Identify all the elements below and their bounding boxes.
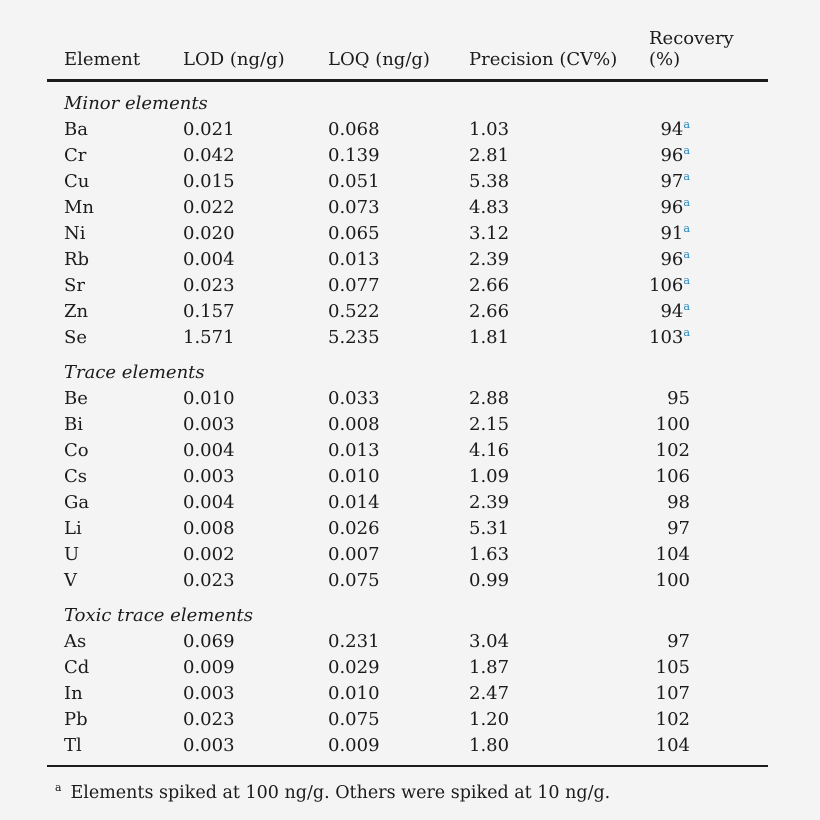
cell-element: Tl [64, 735, 82, 756]
cell-lod: 0.004 [183, 492, 235, 513]
table-row [47, 707, 768, 733]
cell-loq: 0.010 [328, 683, 380, 704]
cell-lod: 0.003 [183, 466, 235, 487]
cell-precision: 5.38 [469, 171, 510, 192]
cell-element: Zn [64, 301, 89, 322]
cell-loq: 0.139 [328, 145, 380, 166]
cell-recovery: 106 [655, 466, 690, 487]
col-header-precision: Precision (CV%) [469, 28, 649, 81]
cell-recovery: 103$^a$ [649, 326, 691, 348]
table-row [47, 247, 768, 273]
cell-element: Ni [64, 223, 86, 244]
cell-loq: 0.009 [328, 735, 380, 756]
cell-recovery: 100 [655, 414, 690, 435]
cell-recovery: 94$^a$ [660, 300, 690, 322]
cell-lod: 0.022 [183, 197, 235, 218]
cell-loq: 5.235 [328, 327, 380, 348]
cell-recovery: 94$^a$ [660, 118, 690, 140]
cell-loq: 0.013 [328, 249, 380, 270]
table-header [47, 28, 768, 81]
table-row [47, 438, 768, 464]
cell-lod: 0.042 [183, 145, 235, 166]
cell-precision: 3.12 [469, 223, 510, 244]
cell-precision: 2.66 [469, 301, 510, 322]
cell-lod: 0.020 [183, 223, 235, 244]
cell-loq: 0.029 [328, 657, 380, 678]
cell-loq: 0.051 [328, 171, 380, 192]
cell-recovery: 96$^a$ [660, 248, 690, 270]
table-row [47, 542, 768, 568]
cell-lod: 0.004 [183, 440, 235, 461]
footnote-ref: a [683, 326, 691, 339]
table-row [47, 629, 768, 655]
cell-element: Be [64, 388, 88, 409]
table-row [47, 325, 768, 351]
section-heading: Trace elements [64, 362, 205, 383]
table-row [47, 273, 768, 299]
cell-recovery: 96$^a$ [660, 144, 690, 166]
cell-recovery: 97 [667, 518, 690, 539]
cell-loq: 0.068 [328, 119, 380, 140]
cell-loq: 0.007 [328, 544, 380, 565]
cell-precision: 2.81 [469, 145, 510, 166]
cell-loq: 0.026 [328, 518, 380, 539]
cell-lod: 0.015 [183, 171, 235, 192]
cell-element: Cr [64, 145, 87, 166]
footnote-ref: a [683, 170, 690, 183]
cell-element: Bi [64, 414, 83, 435]
cell-lod: 0.009 [183, 657, 235, 678]
cell-element: Ga [64, 492, 90, 513]
section-heading: Toxic trace elements [64, 605, 254, 626]
cell-recovery: 97 [667, 631, 690, 652]
cell-element: Se [64, 327, 87, 348]
cell-loq: 0.075 [328, 709, 380, 730]
cell-recovery: 97$^a$ [660, 170, 690, 192]
cell-loq: 0.522 [328, 301, 380, 322]
cell-loq: 0.033 [328, 388, 380, 409]
table-row [47, 143, 768, 169]
footnote-ref: a [683, 196, 690, 209]
cell-precision: 4.16 [469, 440, 510, 461]
cell-lod: 0.002 [183, 544, 235, 565]
cell-precision: 2.39 [469, 249, 510, 270]
cell-precision: 2.15 [469, 414, 510, 435]
table-row [47, 412, 768, 438]
cell-precision: 0.99 [469, 570, 510, 591]
cell-element: Mn [64, 197, 95, 218]
cell-recovery: 104 [655, 544, 690, 565]
table-footnote [47, 776, 768, 805]
cell-lod: 0.008 [183, 518, 235, 539]
footnote-ref: a [683, 144, 690, 157]
validation-table [47, 28, 768, 805]
cell-lod: 0.023 [183, 570, 235, 591]
section-row [47, 351, 768, 386]
cell-lod: 0.010 [183, 388, 235, 409]
footnote-ref: a [683, 248, 690, 261]
cell-lod: 0.003 [183, 414, 235, 435]
cell-element: V [64, 570, 77, 591]
cell-element: As [64, 631, 87, 652]
cell-precision: 2.88 [469, 388, 510, 409]
table-row [47, 299, 768, 325]
cell-loq: 0.013 [328, 440, 380, 461]
table-row [47, 169, 768, 195]
cell-precision: 2.39 [469, 492, 510, 513]
cell-lod: 0.003 [183, 683, 235, 704]
col-header-element: Element [47, 28, 183, 81]
cell-loq: 0.010 [328, 466, 380, 487]
cell-recovery: 95 [667, 388, 690, 409]
table-row [47, 221, 768, 247]
cell-recovery: 106$^a$ [649, 274, 691, 296]
cell-loq: 0.231 [328, 631, 380, 652]
cell-lod: 0.023 [183, 275, 235, 296]
footnote-ref: a [683, 300, 690, 313]
footnote-marker: a [55, 781, 62, 794]
cell-recovery: 102 [655, 709, 690, 730]
table-row [47, 117, 768, 143]
cell-element: Cd [64, 657, 90, 678]
cell-recovery: 91$^a$ [660, 222, 690, 244]
cell-precision: 5.31 [469, 518, 510, 539]
cell-lod: 1.571 [183, 327, 235, 348]
cell-element: Cu [64, 171, 90, 192]
cell-precision: 1.80 [469, 735, 510, 756]
section-row [47, 81, 768, 118]
table-row [47, 195, 768, 221]
col-header-loq: LOQ (ng/g) [328, 28, 469, 81]
cell-element: Pb [64, 709, 88, 730]
cell-element: Sr [64, 275, 85, 296]
cell-recovery: 107 [655, 683, 690, 704]
cell-lod: 0.023 [183, 709, 235, 730]
element-validation-table [47, 28, 768, 767]
cell-recovery: 102 [655, 440, 690, 461]
cell-precision: 4.83 [469, 197, 510, 218]
cell-precision: 1.20 [469, 709, 510, 730]
cell-precision: 2.47 [469, 683, 510, 704]
cell-element: Rb [64, 249, 90, 270]
table-body [47, 81, 768, 767]
col-header-recovery: Recovery (%) [649, 28, 768, 81]
table-row [47, 733, 768, 766]
cell-recovery: 96$^a$ [660, 196, 690, 218]
section-row [47, 594, 768, 629]
footnote-ref: a [683, 222, 690, 235]
cell-precision: 1.87 [469, 657, 510, 678]
cell-lod: 0.021 [183, 119, 235, 140]
cell-element: Ba [64, 119, 88, 140]
cell-precision: 2.66 [469, 275, 510, 296]
footnote-text: Elements spiked at 100 ng/g. Others were spiked at 10 ng/g. [70, 782, 611, 803]
cell-element: Li [64, 518, 82, 539]
table-row [47, 464, 768, 490]
cell-loq: 0.065 [328, 223, 380, 244]
cell-precision: 1.63 [469, 544, 510, 565]
cell-element: U [64, 544, 80, 565]
cell-loq: 0.073 [328, 197, 380, 218]
cell-recovery: 98 [667, 492, 690, 513]
cell-loq: 0.008 [328, 414, 380, 435]
cell-element: Co [64, 440, 89, 461]
cell-lod: 0.157 [183, 301, 235, 322]
table-row [47, 516, 768, 542]
table-row [47, 681, 768, 707]
table-row [47, 655, 768, 681]
cell-loq: 0.075 [328, 570, 380, 591]
cell-lod: 0.004 [183, 249, 235, 270]
cell-recovery: 105 [655, 657, 690, 678]
table-row [47, 490, 768, 516]
cell-element: In [64, 683, 83, 704]
cell-recovery: 104 [655, 735, 690, 756]
table-row [47, 386, 768, 412]
cell-loq: 0.014 [328, 492, 380, 513]
col-header-lod: LOD (ng/g) [183, 28, 328, 81]
cell-precision: 1.03 [469, 119, 510, 140]
cell-element: Cs [64, 466, 88, 487]
table-row [47, 568, 768, 594]
cell-loq: 0.077 [328, 275, 380, 296]
cell-precision: 3.04 [469, 631, 510, 652]
footnote-ref: a [683, 274, 691, 287]
footnote-ref: a [683, 118, 690, 131]
cell-precision: 1.09 [469, 466, 510, 487]
cell-precision: 1.81 [469, 327, 510, 348]
section-heading: Minor elements [64, 93, 208, 114]
cell-lod: 0.003 [183, 735, 235, 756]
cell-recovery: 100 [655, 570, 690, 591]
cell-lod: 0.069 [183, 631, 235, 652]
